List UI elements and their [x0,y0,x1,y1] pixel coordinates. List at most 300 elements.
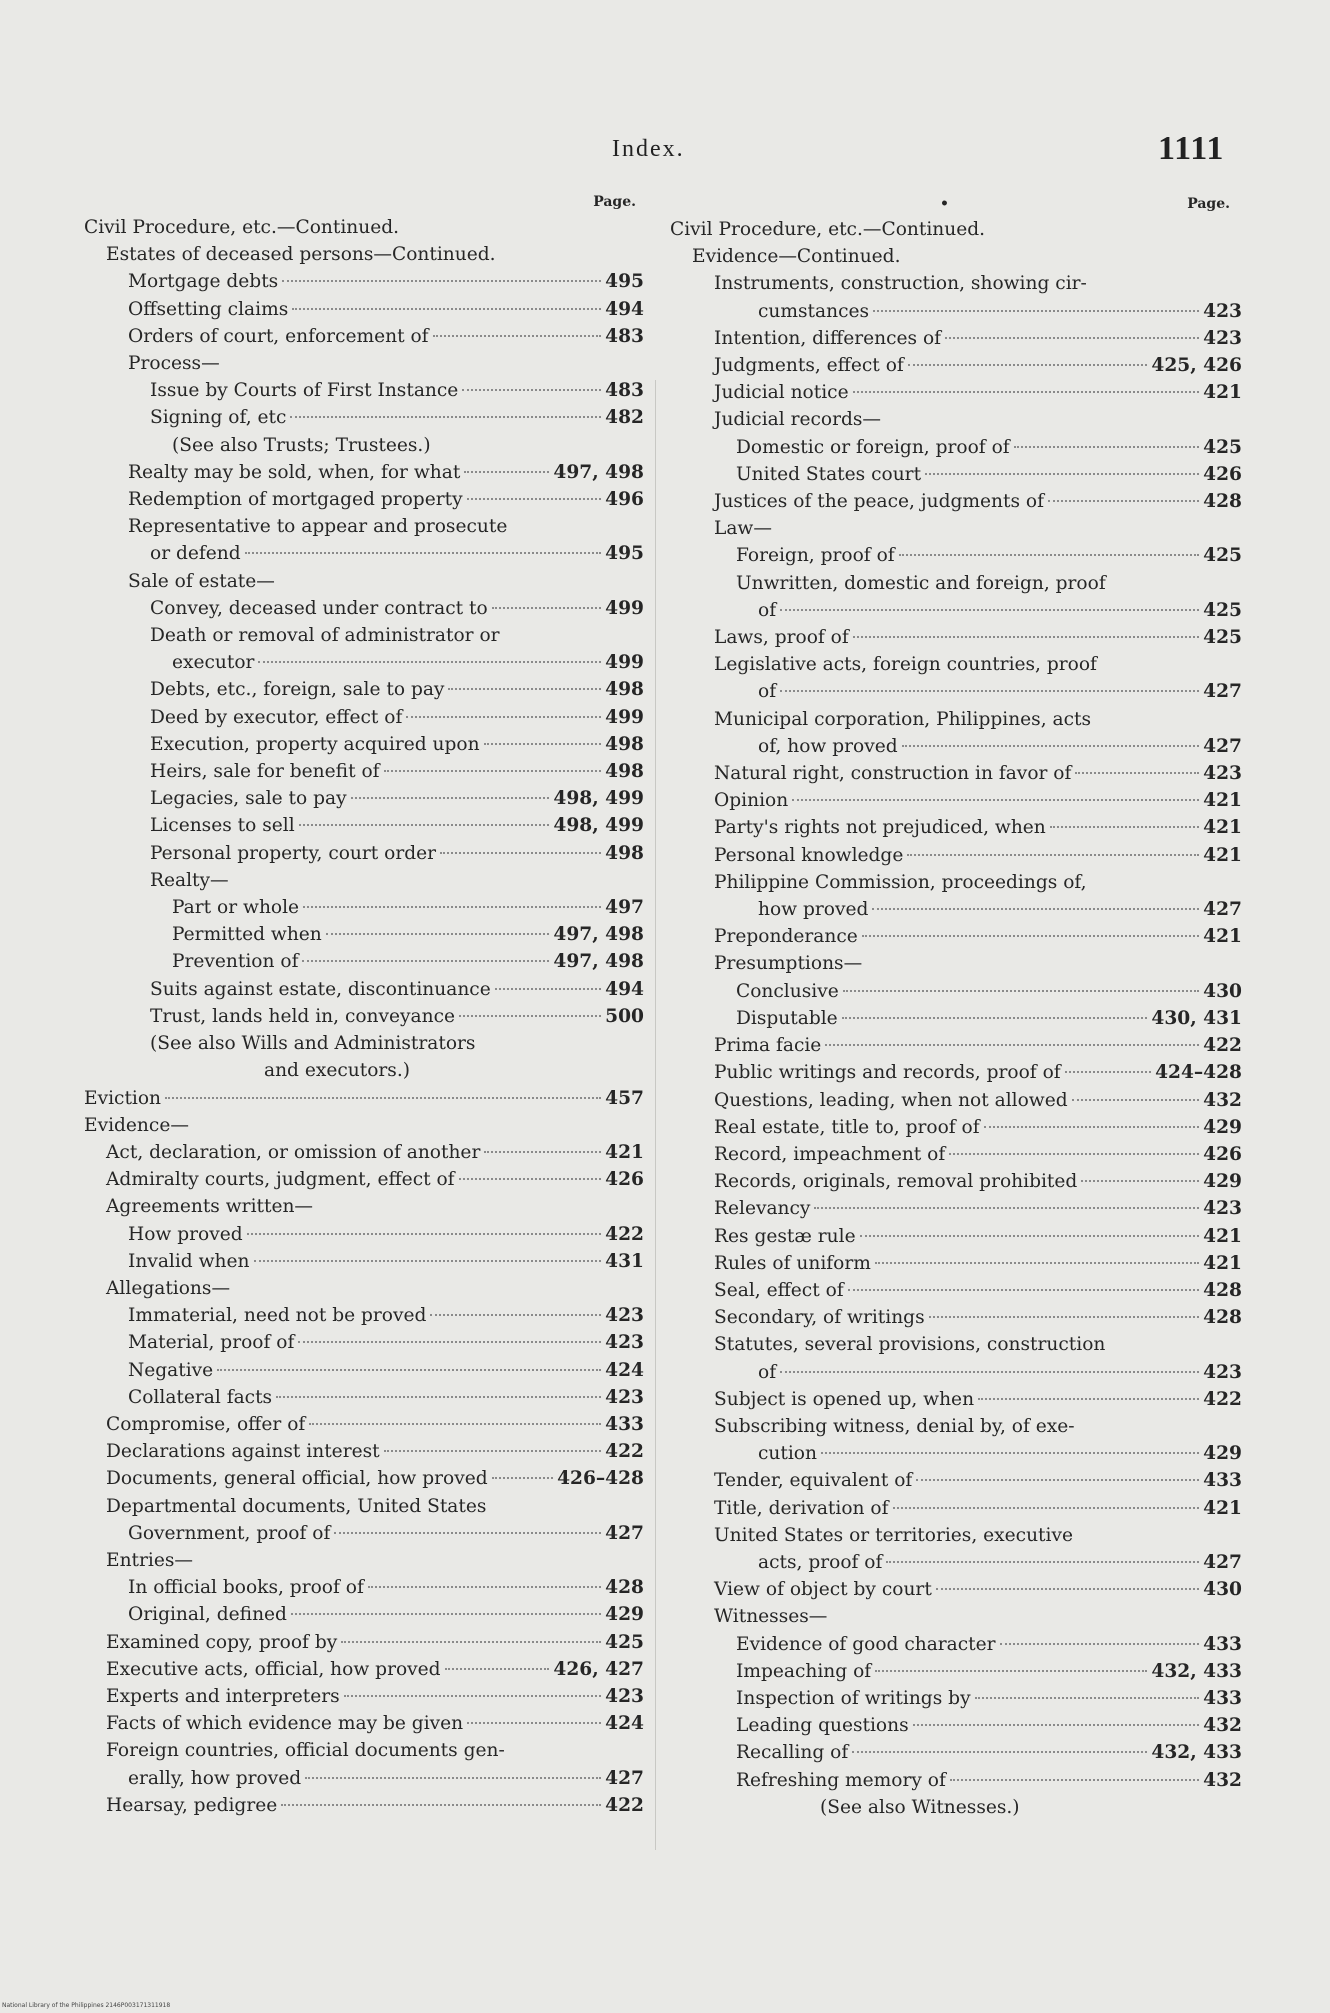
entry-text: Prevention of [172,951,299,973]
entry-text: Disputable [736,1007,838,1029]
entry-text: Leading questions [736,1715,909,1737]
entry-page: 426 [1203,463,1242,485]
entry-page: 422 [605,1794,644,1816]
entry-page: 423 [605,1305,644,1327]
dot-leader [852,1751,1147,1753]
index-entry [84,1166,644,1193]
index-entry [670,1032,1242,1059]
entry-text: Suits against estate, discontinuance [150,978,491,1000]
entry-text: Legislative acts, foreign countries, proof [714,654,1097,676]
running-title: Index. [612,136,685,162]
index-entry [84,1574,644,1601]
entry-page: 494 [605,978,644,1000]
entry-text: Process— [128,353,220,375]
index-entry [670,1141,1242,1168]
index-entry [670,1304,1242,1331]
entry-text: View of object by court [714,1579,932,1601]
index-entry [84,568,644,595]
dot-leader [254,1260,602,1262]
entry-text: Redemption of mortgaged property [128,489,463,511]
dot-leader [290,416,601,418]
index-entry [84,404,644,431]
dot-leader [1081,1180,1199,1182]
right-page-head [670,196,1242,214]
entry-text: Material, proof of [128,1332,295,1354]
dot-leader [862,935,1199,937]
entry-text: cution [758,1443,817,1465]
entry-page: 497, 498 [553,951,644,973]
index-entry [670,1712,1242,1739]
entry-text: Public writings and records, proof of [714,1062,1061,1084]
left-column [84,196,644,1819]
entry-page: 498 [605,679,644,701]
dot-leader [303,906,601,908]
dot-leader [245,552,602,554]
dot-leader [326,933,550,935]
index-entry [670,1277,1242,1304]
entry-text: Law— [714,518,772,540]
entry-page: 498 [605,733,644,755]
dot-leader [875,1262,1199,1264]
dot-leader [462,389,601,391]
entry-page: 425 [1203,599,1242,621]
entry-text: cumstances [758,300,870,322]
entry-text: Realty— [150,869,229,891]
index-entry [670,434,1242,461]
entry-text: Execution, property acquired upon [150,733,480,755]
entry-text: Invalid when [128,1250,250,1272]
index-entry [670,298,1242,325]
index-entry [84,1601,644,1628]
right-column [670,196,1242,1821]
index-entry [84,1493,644,1520]
entry-text: Preponderance [714,926,858,948]
entry-page: 428 [605,1577,644,1599]
index-entry [84,595,644,622]
left-page-label: Page. [593,194,636,210]
entry-page: 421 [1203,1252,1242,1274]
entry-page: 423 [605,1332,644,1354]
entry-text: how proved [758,899,869,921]
entry-text: Declarations against interest [106,1441,380,1463]
dot-leader [309,1423,601,1425]
entry-page: 496 [605,489,644,511]
dot-leader [1065,1071,1151,1073]
entry-page: 483 [605,325,644,347]
index-entry [670,814,1242,841]
entry-page: 499 [605,597,644,619]
entry-text: Laws, proof of [714,627,849,649]
entry-text: Government, proof of [128,1522,331,1544]
entry-page: 423 [1203,1198,1242,1220]
entry-text: How proved [128,1223,243,1245]
index-entry [670,1250,1242,1277]
index-entry [84,350,644,377]
index-entry [670,270,1242,297]
index-entry [84,1030,644,1057]
entry-text: Examined copy, proof by [106,1631,338,1653]
dot-leader [949,1153,1199,1155]
entry-page: 426, 427 [553,1658,644,1680]
dot-leader [925,473,1199,475]
entry-page: 427 [1203,1551,1242,1573]
index-entry [84,1411,644,1438]
index-entry [84,1520,644,1547]
entry-page: 432, 433 [1151,1742,1242,1764]
entry-page: 432, 433 [1151,1660,1242,1682]
entry-page: 424 [605,1713,644,1735]
entry-text: Part or whole [172,897,300,919]
dot-leader [916,1479,1199,1481]
entry-page: 427 [1203,899,1242,921]
entry-text: Debts, etc., foreign, sale to pay [150,679,445,701]
entry-page: 427 [605,1522,644,1544]
entry-text: Natural right, construction in favor of [714,763,1072,785]
entry-page: 429 [1203,1171,1242,1193]
index-entry [84,1710,644,1737]
entry-text: erally, how proved [128,1767,302,1789]
entry-page: 425 [1203,627,1242,649]
index-entry [670,923,1242,950]
entry-page: 483 [605,380,644,402]
entry-text: Subject is opened up, when [714,1388,975,1410]
entry-text: Unwritten, domestic and foreign, proof [736,572,1106,594]
entry-text: Civil Procedure, etc.—Continued. [670,219,986,240]
entry-page: 423 [1203,1361,1242,1383]
index-entry [670,515,1242,542]
entry-text: (See also Trusts; Trustees.) [172,434,431,456]
index-entry [670,379,1242,406]
entry-text: Civil Procedure, etc.—Continued. [84,217,400,238]
index-entry [84,1357,644,1384]
index-entry [670,542,1242,569]
dot-leader [445,1668,550,1670]
dot-leader [945,337,1199,339]
index-entry [670,406,1242,433]
entry-text: Recalling of [736,1742,849,1764]
entry-text: Evidence— [84,1114,189,1136]
index-entry [670,1168,1242,1195]
entry-page: 423 [1203,327,1242,349]
entry-text: Presumptions— [714,953,863,975]
entry-text: Signing of, etc [150,407,287,429]
index-entry [84,1737,644,1764]
entry-page: 427 [1203,735,1242,757]
entry-page: 425 [605,1631,644,1653]
index-entry [670,1386,1242,1413]
dot-leader [780,690,1199,692]
index-entry [670,461,1242,488]
entry-page: 498, 499 [553,788,644,810]
index-entry [670,950,1242,977]
dot-leader [821,1452,1199,1454]
entry-page: 427 [1203,681,1242,703]
entry-text: Hearsay, pedigree [106,1794,278,1816]
entry-text: Judgments, effect of [714,355,904,377]
entry-page: 430 [1203,980,1242,1002]
entry-text: Facts of which evidence may be given [106,1713,464,1735]
entry-page: 432 [1203,1769,1242,1791]
entry-text: Immaterial, need not be proved [128,1305,427,1327]
entry-text: Personal property, court order [150,842,437,864]
entry-page: 421 [1203,926,1242,948]
dot-leader [848,1289,1199,1291]
dot-leader [299,824,550,826]
entry-text: Seal, effect of [714,1279,844,1301]
dot-leader [792,799,1199,801]
entry-text: of [758,599,777,621]
index-entry [670,651,1242,678]
index-entry [670,706,1242,733]
dot-leader [1072,1099,1200,1101]
index-entry [84,785,644,812]
entry-page: 430 [1203,1579,1242,1601]
index-entry [84,1139,644,1166]
dot-leader [908,364,1148,366]
entry-text: Permitted when [172,924,322,946]
entry-text: Instruments, construction, showing cir- [714,273,1087,295]
index-entry [670,1087,1242,1114]
entry-text: Philippine Commission, proceedings of, [714,871,1087,893]
entry-page: 498 [605,761,644,783]
index-entry [84,241,644,268]
index-entry [84,1629,644,1656]
entry-text: Relevancy [714,1198,811,1220]
index-entry [670,570,1242,597]
dot-leader [780,609,1199,611]
entry-page: 433 [1203,1633,1242,1655]
index-entry [84,486,644,513]
entry-text: Realty may be sold, when, for what [128,461,461,483]
dot-leader [282,280,601,282]
index-entry [84,296,644,323]
entry-page: 425, 426 [1151,355,1242,377]
left-entry-list [84,214,644,1819]
index-entry [84,1057,644,1084]
dot-leader [464,471,549,473]
dot-leader [384,770,602,772]
entry-page: 422 [1203,1035,1242,1057]
entry-page: 497, 498 [553,461,644,483]
index-entry [670,1631,1242,1658]
dot-leader [907,854,1199,856]
entry-text: Impeaching of [736,1660,872,1682]
index-entry [84,731,644,758]
entry-text: Offsetting claims [128,298,289,320]
dot-leader [351,797,550,799]
entry-page: 432 [1203,1089,1242,1111]
index-entry [84,1384,644,1411]
entry-text: Negative [128,1359,214,1381]
dot-leader [276,1396,601,1398]
index-entry [670,978,1242,1005]
dot-leader [886,1561,1199,1563]
entry-page: 433 [605,1413,644,1435]
index-entry [84,459,644,486]
dot-leader [780,1371,1199,1373]
index-entry [670,1195,1242,1222]
index-entry [84,704,644,731]
entry-page: 421 [605,1141,644,1163]
dot-leader [814,1207,1199,1209]
entry-text: Allegations— [106,1277,231,1299]
dot-leader [302,960,549,962]
index-entry [670,1794,1242,1821]
entry-page: 428 [1203,1279,1242,1301]
dot-leader [842,1017,1148,1019]
entry-text: Agreements written— [106,1196,314,1218]
dot-leader [893,1507,1200,1509]
entry-text: Evidence—Continued. [692,246,901,268]
index-entry [84,758,644,785]
entry-text: Legacies, sale to pay [150,788,347,810]
entry-page: 432 [1203,1715,1242,1737]
dot-leader [292,308,601,310]
entry-text: Deed by executor, effect of [150,706,403,728]
dot-leader [492,1477,553,1479]
dot-leader [975,1697,1200,1699]
entry-page: 431 [605,1250,644,1272]
dot-leader [853,636,1199,638]
dot-leader [825,1044,1199,1046]
entry-page: 499 [605,706,644,728]
index-entry [670,1495,1242,1522]
index-entry [84,1765,644,1792]
dot-leader [298,1341,601,1343]
dot-leader [875,1670,1147,1672]
index-entry [670,1467,1242,1494]
dot-leader [872,908,1199,910]
entry-page: 494 [605,298,644,320]
index-entry [670,1576,1242,1603]
entry-page: 430, 431 [1151,1007,1242,1029]
right-entry-list [670,216,1242,1821]
entry-text: Questions, leading, when not allowed [714,1089,1068,1111]
dot-leader [1050,826,1199,828]
dot-leader [492,607,601,609]
index-entry [84,867,644,894]
index-entry [670,1114,1242,1141]
entry-text: Witnesses— [714,1606,828,1628]
index-entry [670,1223,1242,1250]
index-entry [84,268,644,295]
dot-leader [899,554,1200,556]
index-entry [670,678,1242,705]
entry-page: 422 [1203,1388,1242,1410]
entry-page: 497 [605,897,644,919]
dot-leader [217,1369,601,1371]
entry-text: Real estate, title to, proof of [714,1116,980,1138]
dot-leader [860,1235,1200,1237]
index-entry [84,513,644,540]
entry-text: Admiralty courts, judgment, effect of [106,1169,455,1191]
index-entry [670,896,1242,923]
index-entry [670,1603,1242,1630]
entry-page: 428 [1203,491,1242,513]
entry-text: Convey, deceased under contract to [150,597,488,619]
entry-page: 421 [1203,790,1242,812]
entry-page: 495 [605,271,644,293]
index-entry [670,243,1242,270]
entry-text: or defend [150,543,241,565]
index-entry [84,921,644,948]
dot-leader [448,688,601,690]
dot-leader [291,1613,601,1615]
footer-credit: National Library of the Philippines 2146P003171311918 [2,2002,171,2009]
dot-leader [913,1724,1200,1726]
index-entry [670,1685,1242,1712]
index-entry [670,842,1242,869]
dot-leader [440,852,601,854]
dot-leader [368,1586,601,1588]
entry-page: 422 [605,1223,644,1245]
entry-page: 424–428 [1155,1062,1242,1084]
entry-text: Sale of estate— [128,570,275,592]
entry-text: Judicial notice [714,382,849,404]
entry-page: 429 [605,1604,644,1626]
entry-text: Statutes, several provisions, construction [714,1334,1106,1356]
index-entry [670,216,1242,243]
entry-text: (See also Wills and Administrators [150,1033,476,1055]
index-entry [670,1658,1242,1685]
index-entry [670,1413,1242,1440]
entry-text: Conclusive [736,980,839,1002]
dot-leader [1014,446,1199,448]
index-entry [84,1656,644,1683]
index-entry [84,812,644,839]
index-entry [84,676,644,703]
index-entry [84,1792,644,1819]
index-entry [670,787,1242,814]
bullet-mark: • [940,196,949,212]
dot-leader [484,1151,601,1153]
dot-leader [467,498,602,500]
entry-text: Refreshing memory of [736,1769,946,1791]
dot-leader [247,1233,602,1235]
entry-page: 457 [605,1087,644,1109]
entry-text: Title, derivation of [714,1497,889,1519]
index-entry [670,488,1242,515]
index-entry [84,840,644,867]
entry-text: Departmental documents, United States [106,1495,487,1517]
entry-text: Issue by Courts of First Instance [150,380,459,402]
right-page-label: Page. [1187,196,1230,212]
entry-text: Personal knowledge [714,844,904,866]
dot-leader [950,1779,1199,1781]
entry-page: 422 [605,1441,644,1463]
index-entry [84,1329,644,1356]
entry-page: 426–428 [557,1468,644,1490]
entry-text: executor [172,652,255,674]
entry-page: 426 [1203,1143,1242,1165]
entry-text: Municipal corporation, Philippines, acts [714,708,1092,730]
index-entry [84,1112,644,1139]
dot-leader [341,1641,601,1643]
index-entry [84,1193,644,1220]
dot-leader [467,1722,601,1724]
entry-text: Secondary, of writings [714,1307,925,1329]
index-entry [84,1275,644,1302]
page-number: 1111 [1158,130,1225,167]
index-entry [84,649,644,676]
index-entry [670,1739,1242,1766]
entry-page: 500 [605,1005,644,1027]
dot-leader [929,1316,1200,1318]
index-entry [84,1248,644,1275]
entry-text: Eviction [84,1087,162,1109]
entry-text: Experts and interpreters [106,1685,340,1707]
entry-text: Tender, equivalent of [714,1470,913,1492]
